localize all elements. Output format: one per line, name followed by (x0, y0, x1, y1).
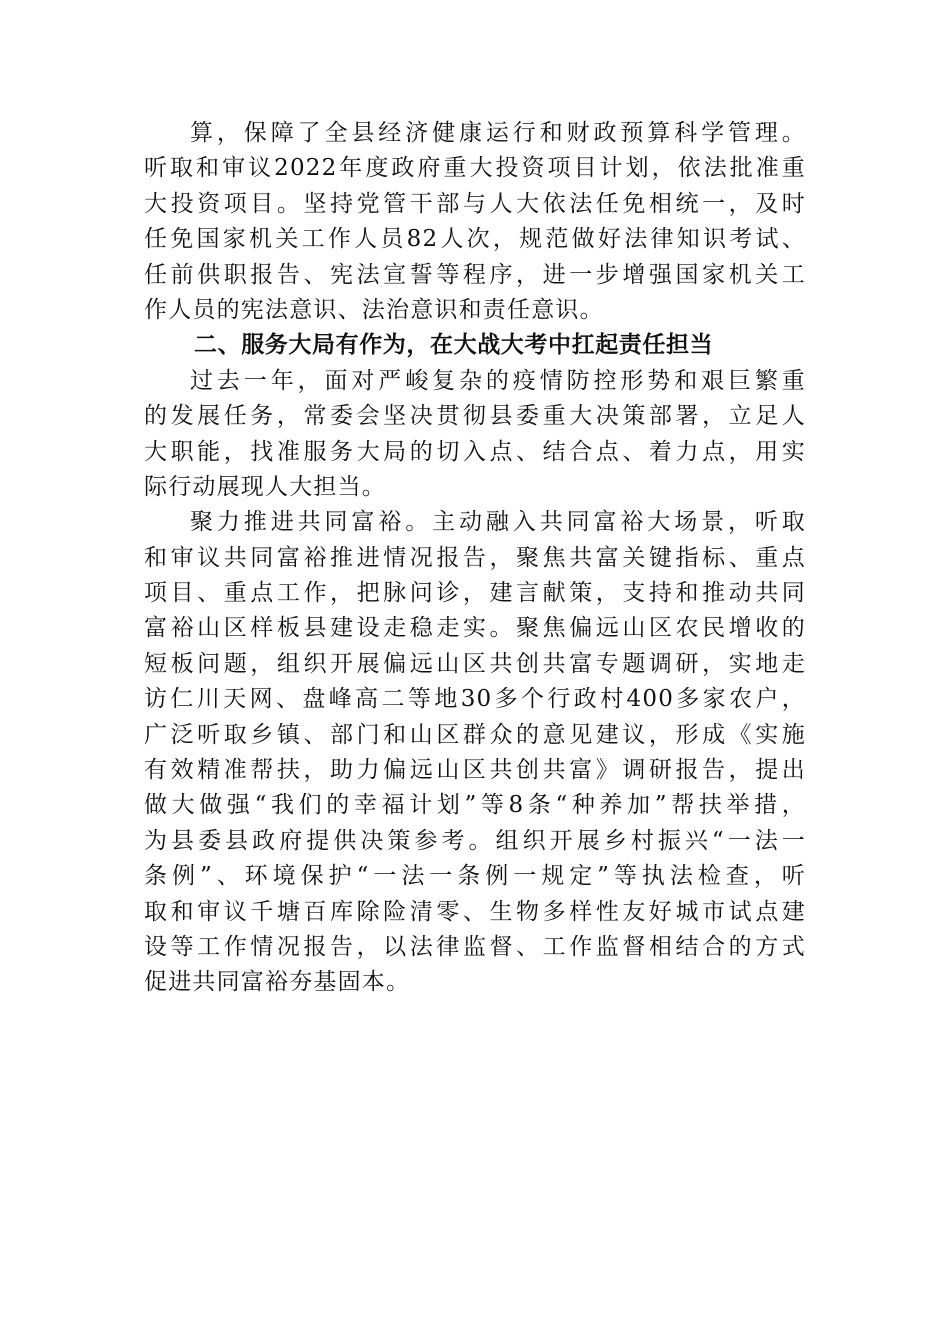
text-line: 短板问题，组织开展偏远山区共创共富专题调研，实地走 (144, 650, 806, 677)
text-line: 听取和审议2022年度政府重大投资项目计划，依法批准重 (144, 155, 806, 182)
text-line: 过去一年，面对严峻复杂的疫情防控形势和艰巨繁重 (190, 367, 806, 394)
text-line: 取和审议千塘百库除险清零、生物多样性友好城市试点建 (144, 898, 806, 925)
text-line: 大职能，找准服务大局的切入点、结合点、着力点，用实 (144, 438, 806, 465)
text-line: 条例”、环境保护“一法一条例一规定”等执法检查，听 (144, 863, 806, 890)
text-line: 广泛听取乡镇、部门和山区群众的意见建议，形成《实施 (144, 721, 806, 748)
text-line: 访仁川天网、盘峰高二等地30多个行政村400多家农户， (144, 686, 806, 713)
text-line: 促进共同富裕夯基固本。 (144, 969, 411, 996)
text-line: 设等工作情况报告，以法律监督、工作监督相结合的方式 (144, 933, 806, 960)
document-body (144, 116, 806, 1001)
text-line: 的发展任务，常委会坚决贯彻县委重大决策部署，立足人 (144, 403, 806, 430)
text-line: 为县委县政府提供决策参考。组织开展乡村振兴“一法一 (144, 827, 806, 854)
text-line: 做大做强“我们的幸福计划”等8条“种养加”帮扶举措， (144, 792, 806, 819)
text-line: 大投资项目。坚持党管干部与人大依法任免相统一，及时 (144, 190, 806, 217)
text-line: 聚力推进共同富裕。主动融入共同富裕大场景，听取 (190, 509, 806, 536)
text-line: 际行动展现人大担当。 (144, 473, 386, 500)
text-line: 算，保障了全县经济健康运行和财政预算科学管理。 (190, 120, 806, 146)
text-line: 作人员的宪法意识、法治意识和责任意识。 (144, 296, 604, 323)
text-line: 项目、重点工作，把脉问诊，建言献策，支持和推动共同 (144, 580, 806, 607)
text-line: 有效精准帮扶，助力偏远山区共创共富》调研报告，提出 (144, 757, 806, 784)
text-line: 任前供职报告、宪法宣誓等程序，进一步增强国家机关工 (144, 261, 806, 288)
text-line: 任免国家机关工作人员82人次，规范做好法律知识考试、 (144, 226, 806, 253)
section-heading: 二、服务大局有作为，在大战大考中扛起责任担当 (194, 332, 714, 359)
text-line: 和审议共同富裕推进情况报告，聚焦共富关键指标、重点 (144, 544, 806, 571)
text-line: 富裕山区样板县建设走稳走实。聚焦偏远山区农民增收的 (144, 615, 806, 642)
